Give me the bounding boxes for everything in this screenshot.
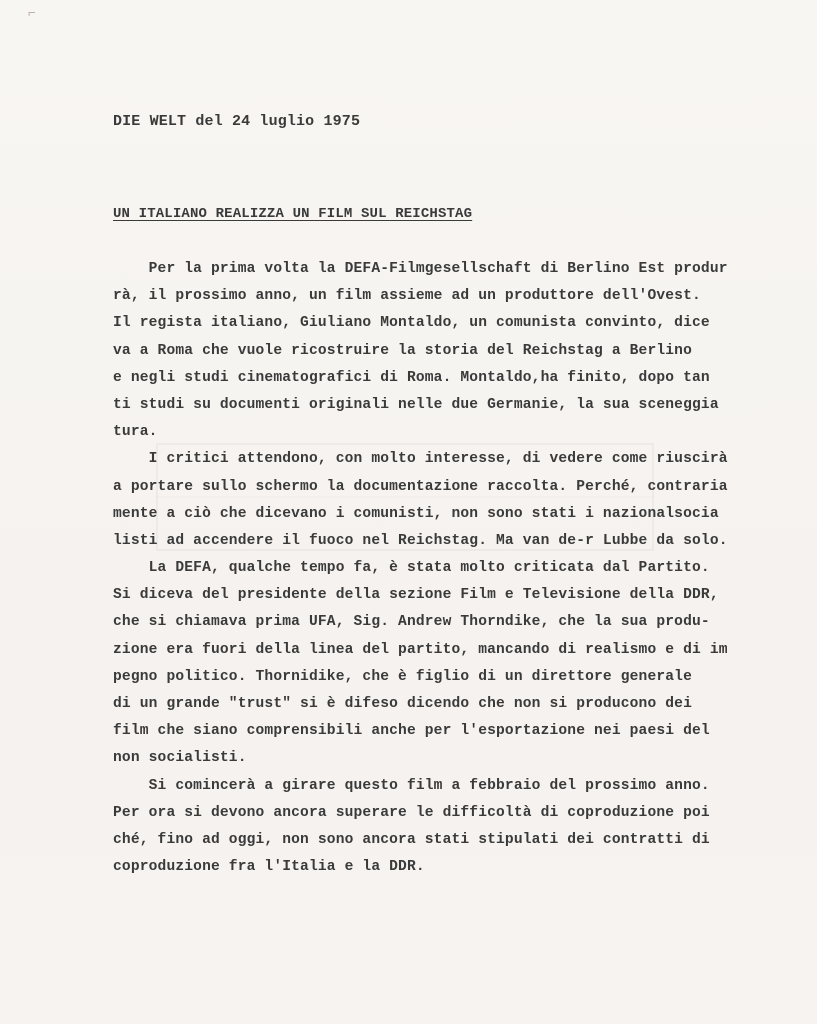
article-line: mente a ciò che dicevano i comunisti, non sono stati i nazionalsocia: [113, 505, 719, 522]
article-line: tura.: [113, 424, 158, 441]
article-line: I critici attendono, con molto interesse, di vedere come riuscirà: [113, 451, 728, 468]
article-line: che si chiamava prima UFA, Sig. Andrew Thorndike, che la sua produ-: [113, 614, 710, 631]
article-line: non socialisti.: [113, 750, 247, 767]
article-line: va a Roma che vuole ricostruire la storia del Reichstag a Berlino: [113, 342, 692, 359]
article-line: ché, fino ad oggi, non sono ancora stati stipulati dei contratti di: [113, 831, 710, 848]
article-line: di un grande "trust" si è difeso dicendo che non si producono dei: [113, 696, 692, 712]
article-line: coproduzione fra l'Italia e la DDR.: [113, 859, 425, 876]
article-line: Per ora si devono ancora superare le difficoltà di coproduzione poi: [113, 804, 710, 821]
article-body: [113, 256, 773, 881]
article-line: e negli studi cinematografici di Roma. Montaldo,ha finito, dopo tan: [113, 369, 710, 386]
article-line: listi ad accendere il fuoco nel Reichstag. Ma van de-r Lubbe da solo.: [113, 532, 728, 549]
article-line: La DEFA, qualche tempo fa, è stata molto criticata dal Partito.: [113, 560, 710, 577]
article-line: film che siano comprensibili anche per l'esportazione nei paesi del: [113, 723, 710, 740]
article-line: Per la prima volta la DEFA-Filmgesellschaft di Berlino Est produr: [113, 261, 728, 277]
article-line: rà, il prossimo anno, un film assieme ad un produttore dell'Ovest.: [113, 288, 701, 305]
article-line: Si comincerà a girare questo film a febbraio del prossimo anno.: [113, 777, 710, 794]
article-line: pegno politico. Thornidike, che è figlio di un direttore generale: [113, 668, 692, 685]
dateline: DIE WELT del 24 luglio 1975: [113, 113, 361, 130]
article-line: zione era fuori della linea del partito, mancando di realismo e di im: [113, 641, 728, 658]
article-line: Il regista italiano, Giuliano Montaldo, un comunista convinto, dice: [113, 315, 710, 332]
article-title: UN ITALIANO REALIZZA UN FILM SUL REICHSTAG: [113, 206, 473, 222]
article-line: a portare sullo schermo la documentazione raccolta. Perché, contraria: [113, 478, 728, 495]
article-line: Si diceva del presidente della sezione Film e Televisione della DDR,: [113, 587, 719, 604]
corner-mark: ⌐: [28, 6, 36, 21]
article-line: ti studi su documenti originali nelle due Germanie, la sua sceneggia: [113, 396, 719, 413]
